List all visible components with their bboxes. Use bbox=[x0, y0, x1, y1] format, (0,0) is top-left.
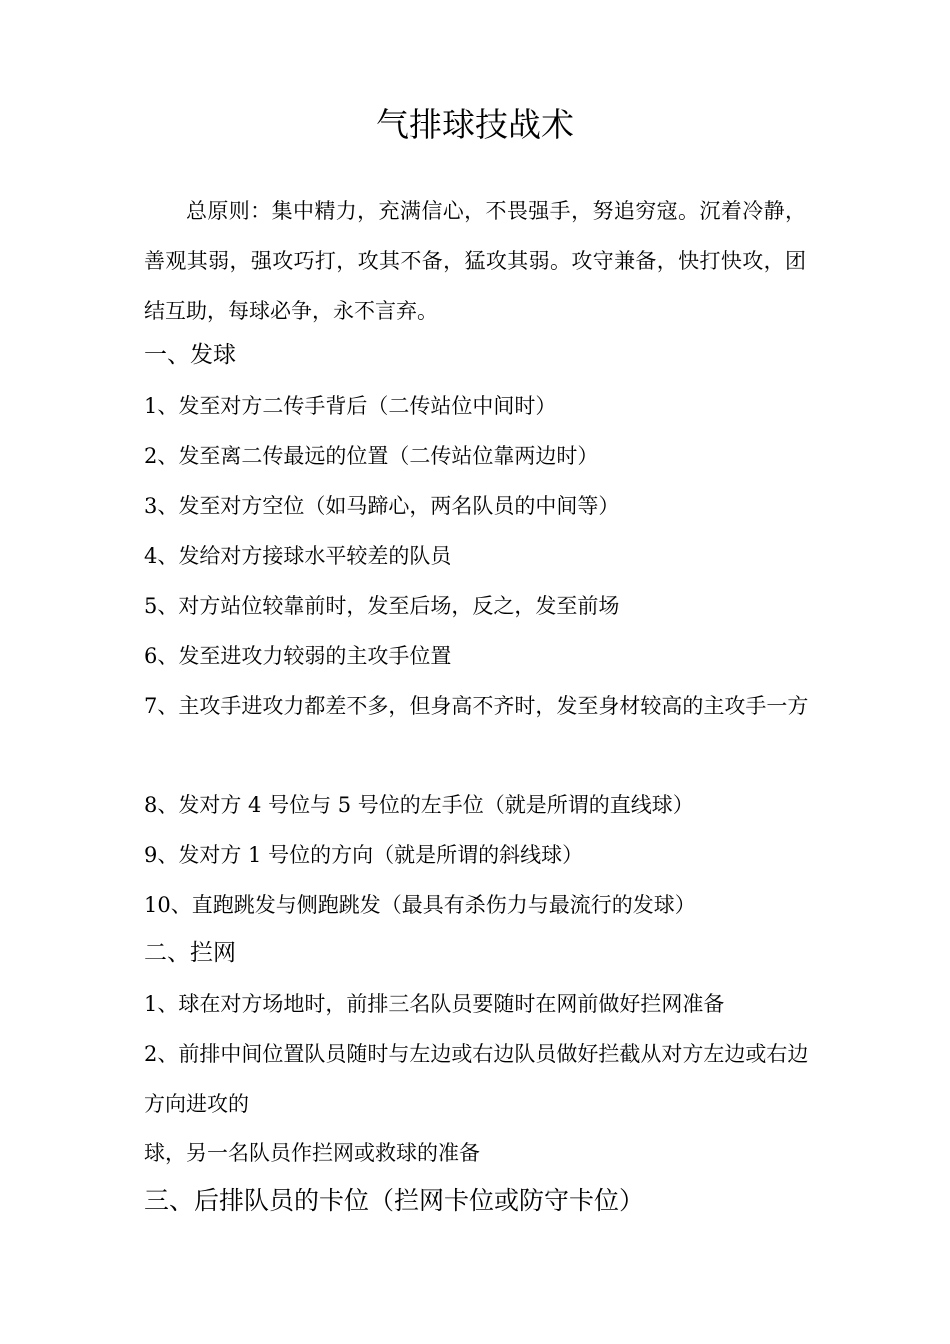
serve-item: 5、对方站位较靠前时，发至后场，反之，发至前场 bbox=[144, 594, 620, 618]
serve-item: 3、发至对方空位（如马蹄心，两名队员的中间等） bbox=[144, 494, 620, 518]
block-item: 球，另一名队员作拦网或救球的准备 bbox=[144, 1141, 480, 1165]
serve-item: 10、直跑跳发与侧跑跳发（最具有杀伤力与最流行的发球） bbox=[144, 893, 696, 917]
section-heading-serve: 一、发球 bbox=[144, 342, 236, 368]
serve-item: 8、发对方 4 号位与 5 号位的左手位（就是所谓的直线球） bbox=[144, 793, 694, 817]
serve-item: 2、发至离二传最远的位置（二传站位靠两边时） bbox=[144, 444, 599, 468]
serve-item: 7、主攻手进攻力都差不多，但身高不齐时，发至身材较高的主攻手一方 bbox=[144, 694, 809, 718]
serve-item: 9、发对方 1 号位的方向（就是所谓的斜线球） bbox=[144, 843, 584, 867]
section-heading-block: 二、拦网 bbox=[144, 940, 236, 966]
serve-item: 6、发至进攻力较弱的主攻手位置 bbox=[144, 644, 452, 668]
section-heading-back-row: 三、后排队员的卡位（拦网卡位或防守卡位） bbox=[144, 1186, 645, 1215]
serve-item: 4、发给对方接球水平较差的队员 bbox=[144, 544, 452, 568]
intro-paragraph: 总原则：集中精力，充满信心，不畏强手，努追穷寇。沉着冷静，善观其弱，强攻巧打，攻其不备，猛攻其弱。攻守兼备，快打快攻，团结互助，每球必争，永不言弃。 bbox=[144, 199, 806, 323]
serve-item: 1、发至对方二传手背后（二传站位中间时） bbox=[144, 394, 557, 418]
block-item: 2、前排中间位置队员随时与左边或右边队员做好拦截从对方左边或右边方向进攻的 bbox=[144, 1042, 809, 1116]
document-title: 气排球技战术 bbox=[376, 105, 574, 144]
block-item: 1、球在对方场地时，前排三名队员要随时在网前做好拦网准备 bbox=[144, 992, 725, 1016]
